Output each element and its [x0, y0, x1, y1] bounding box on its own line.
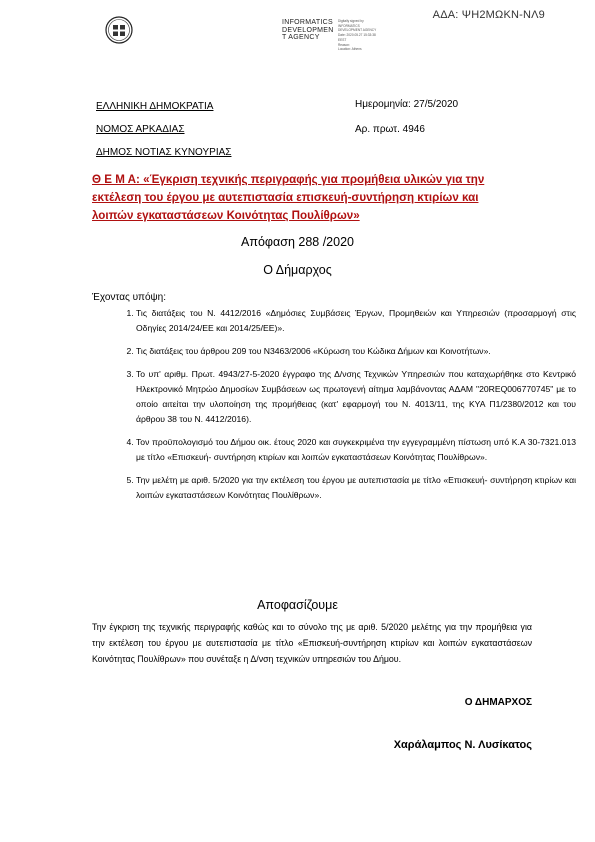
- decision-body: Την έγκριση της τεχνικής περιγραφής καθώς και το σύνολο της με αριθ. 5/2020 μελέτης για την προμήθεια για την εκτέλεση του έργου με αυτεπιστασία με τίτλο «Επισκευή-συντήρηση κτιρίων και λοιπών εγκαταστάσεων Κοινότητας Πουλίθρων» που συνέταξε η Δ/νση τεχνικών υπηρεσιών του Δήμου.: [92, 622, 532, 664]
- signature-stamp-line: Reason:: [338, 42, 350, 47]
- signature-stamp-line: Date: 2020.05.27 15:33:38: [338, 33, 376, 38]
- signature-stamp-line: INFORMATICS: [338, 23, 360, 28]
- signature-name: Χαράλαμπος Ν. Λυσίκατος: [393, 739, 532, 751]
- municipality-header: ΔΗΜΟΣ ΝΟΤΙΑΣ ΚΥΝΟΥΡΙΑΣ: [96, 147, 232, 158]
- prefecture-header: ΝΟΜΟΣ ΑΡΚΑΔΙΑΣ: [96, 124, 185, 135]
- subject-heading: Θ Ε Μ Α: «Έγκριση τεχνικής περιγραφής για προμήθεια υλικών για την εκτέλεση του έργου με αυτεπιστασία επισκευή-συντήρηση κτιρίων και λοιπών εγκαταστάσεων Κοινότητας Πουλίθρων»: [92, 173, 485, 222]
- list-item: 4. Τον προϋπολογισμό του Δήμου οικ. έτους 2020 και συγκεκριμένα την εγγεγραμμένη πίστωση υπό Κ.Α 30-7321.013 με τίτλο «Επισκευή- συντήρηση κτιρίων και λοιπών εγκαταστάσεων Κοινότητας Πουλίθρων».: [136, 435, 576, 465]
- digital-signature-stamp: [338, 19, 376, 52]
- logo-line: INFORMATICS: [282, 19, 334, 26]
- signature-stamp-line: Location: Athens: [338, 47, 362, 52]
- signature-stamp-line: Digitally signed by: [338, 19, 364, 23]
- signature-role: Ο ΔΗΜΑΡΧΟΣ: [464, 697, 532, 708]
- greek-state-seal-icon: [105, 16, 133, 44]
- logo-line: T AGENCY: [282, 34, 320, 41]
- signature-stamp-line: DEVELOPMENT AGENCY: [338, 28, 377, 33]
- ada-code: ΑΔΑ: ΨΗ2ΜΩΚΝ-ΝΛ9: [432, 9, 545, 21]
- document-date: Ημερομηνία: 27/5/2020: [355, 99, 459, 110]
- considering-label: Έχοντας υπόψη:: [92, 292, 166, 303]
- list-item: 1. Τις διατάξεις του Ν. 4412/2016 «Δημόσιες Συμβάσεις Έργων, Προμηθειών και Υπηρεσιών (προσαρμογή στις Οδηγίες 2014/24/ΕΕ και 2014/25/ΕΕ)».: [136, 306, 576, 336]
- protocol-number: Αρ. πρωτ. 4946: [355, 124, 425, 135]
- list-item: 5. Την μελέτη με αριθ. 5/2020 για την εκτέλεση του έργου με αυτεπιστασία με τίτλο «Επισκευή- συντήρηση κτιρίων και λοιπών εγκαταστάσεων Κοινότητας Πουλίθρων».: [136, 473, 576, 503]
- decide-title: Αποφασίζουμε: [257, 598, 338, 612]
- signature-stamp-line: EEST: [338, 37, 347, 42]
- logo-line: DEVELOPMEN: [282, 26, 334, 34]
- country-header: ΕΛΛΗΝΙΚΗ ΔΗΜΟΚΡΑΤΙΑ: [96, 101, 214, 112]
- considerations-list: [92, 306, 576, 511]
- decision-title: Απόφαση 288 /2020: [241, 235, 354, 249]
- list-item: 2. Τις διατάξεις του άρθρου 209 του Ν3463/2006 «Κύρωση του Κώδικα Δήμων και Κοινοτήτων».: [136, 344, 576, 359]
- mayor-title: Ο Δήμαρχος: [263, 263, 332, 277]
- list-item: 3. Το υπ' αριθμ. Πρωτ. 4943/27-5-2020 έγγραφο της Δ/νσης Τεχνικών Υπηρεσιών που καταχωρήθηκε στο Κεντρικό Ηλεκτρονικό Μητρώο Δημοσίων Συμβάσεων ως πρωτογενή αίτημα λαμβάνοντας ΑΔΑΜ "20REQ006770745" με το οποίο αιτείται την υλοποίηση της προμήθειας (κατ' εφαρμογή του Ν. 4013/11, της ΚΥΑ Π1/2380/2012 και του άρθρου 38 του Ν. 4412/2016).: [136, 367, 576, 427]
- agency-logo-text: [282, 19, 334, 42]
